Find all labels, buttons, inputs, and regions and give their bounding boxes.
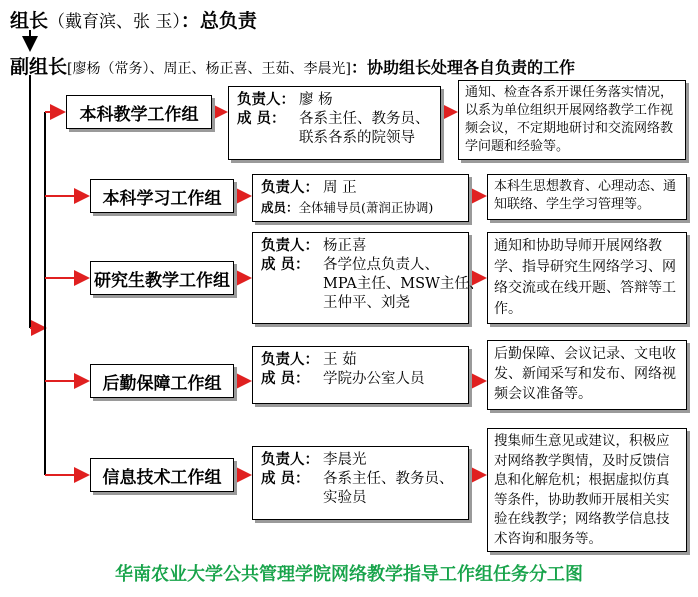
people-box-graduate-teaching — [252, 232, 484, 324]
group-name: 研究生教学工作组 — [94, 270, 230, 291]
member-label: 成 员： — [261, 471, 310, 487]
group-box-undergrad-learning — [90, 179, 234, 213]
head-name: 廖 杨 — [299, 92, 333, 108]
vice-leader-line — [10, 52, 575, 79]
group-box-undergrad-teaching — [66, 95, 212, 129]
people-box-logistics — [252, 346, 469, 404]
members-line-2: MPA主任、MSW主任、 — [323, 276, 484, 292]
member-label: 成员： — [261, 200, 299, 215]
vice-names: [廖杨（常务）、周正、杨正喜、王茹、李晨光] — [67, 61, 351, 77]
vice-title: 副组长 — [10, 56, 68, 78]
tasks-box-graduate-teaching: 通知和协助导师开展网络教学、指导研究生网络学习、网络交流或在线开题、答辩等工作。 — [487, 232, 687, 324]
members-line-2: 实验员 — [323, 490, 367, 506]
tasks-box-undergrad-learning: 本科生思想教育、心理动态、通知联络、学生学习管理等。 — [487, 174, 687, 220]
member-label: 成 员： — [261, 371, 310, 387]
group-box-it — [90, 458, 234, 492]
group-name: 本科教学工作组 — [79, 104, 199, 125]
leader-duty: ：总负责 — [180, 10, 257, 32]
group-name: 后勤保障工作组 — [102, 373, 222, 394]
leader-title: 组长 — [10, 10, 49, 32]
head-name: 周 正 — [323, 180, 357, 196]
group-name: 本科学习工作组 — [102, 188, 222, 209]
head-name: 杨正喜 — [323, 238, 367, 254]
members: 各学位点负责人、 — [323, 257, 439, 273]
members: 学院办公室人员 — [323, 371, 425, 387]
diagram-caption: 华南农业大学公共管理学院网络教学指导工作组任务分工图 — [115, 564, 583, 585]
head-label: 负责人： — [261, 352, 319, 368]
group-name: 信息技术工作组 — [102, 467, 222, 488]
people-box-it — [252, 446, 469, 520]
tasks-box-logistics: 后勤保障、会议记录、文电收发、新闻采写和发布、网络视频会议准备等。 — [487, 340, 687, 410]
member-label: 成 员： — [237, 111, 286, 127]
group-box-graduate-teaching — [90, 261, 234, 295]
member-label: 成 员： — [261, 257, 310, 273]
head-label: 负责人： — [261, 452, 319, 468]
members-line-3: 王仲平、刘尧 — [323, 295, 410, 311]
members-line-2: 联系各系的院领导 — [299, 130, 415, 146]
head-label: 负责人： — [261, 180, 319, 196]
head-label: 负责人： — [261, 238, 319, 254]
members: 全体辅导员(萧润正协调) — [298, 200, 434, 215]
tasks-box-it: 搜集师生意见或建议，积极应对网络教学舆情，及时反馈信息和化解危机；根据虚拟仿真等条件，协助教师开展相关实验在线教学；网络教学信息技术咨询和服务等。 — [487, 428, 687, 552]
group-box-logistics — [90, 364, 234, 398]
head-label: 负责人： — [237, 92, 295, 108]
members: 各系主任、教务员、 — [323, 471, 454, 487]
head-name: 王 茹 — [323, 352, 357, 368]
leader-line — [10, 6, 257, 33]
people-box-undergrad-teaching — [228, 86, 441, 160]
leader-names: （戴育滨、张 玉） — [48, 12, 181, 32]
vice-duty: ：协助组长处理各自负责的工作 — [350, 58, 575, 77]
people-box-undergrad-learning — [252, 174, 469, 222]
head-name: 李晨光 — [323, 452, 367, 468]
members: 各系主任、教务员、 — [299, 111, 430, 127]
tasks-box-undergrad-teaching: 通知、检查各系开课任务落实情况，以系为单位组织开展网络教学工作视频会议，不定期地研讨和交流网络教学问题和经验等。 — [458, 80, 686, 160]
